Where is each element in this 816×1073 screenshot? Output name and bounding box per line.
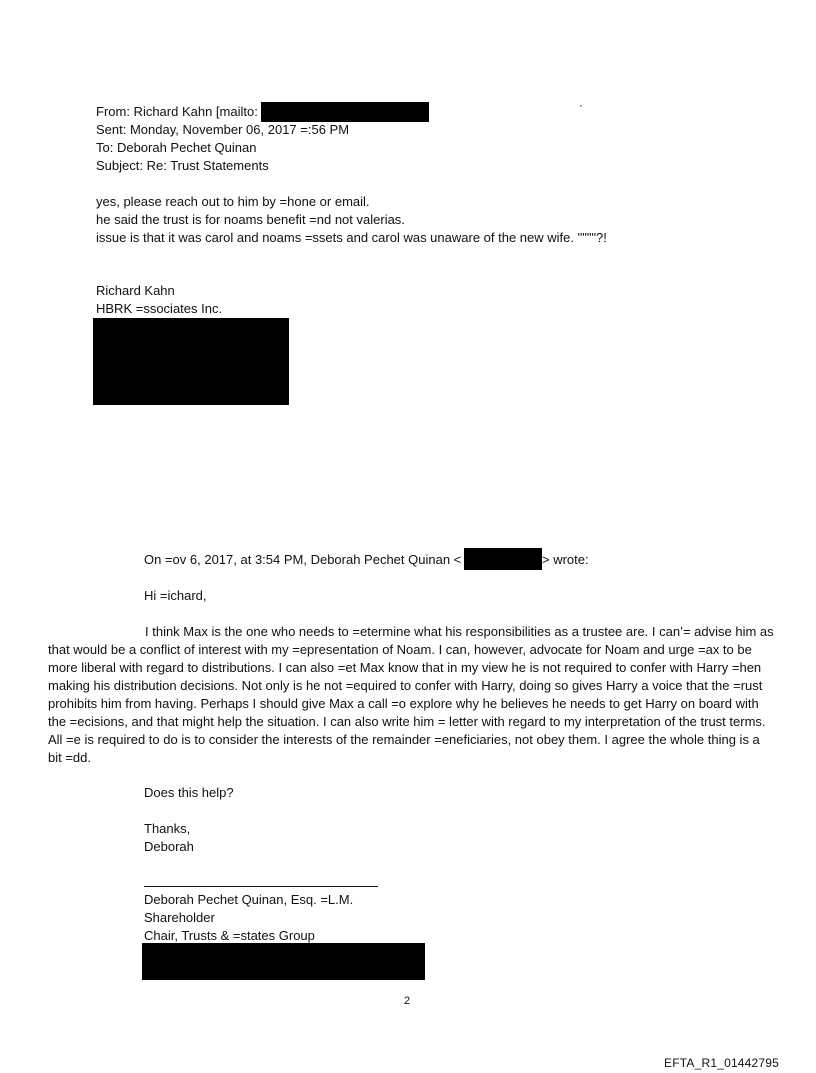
page-number: 2 (404, 995, 411, 1007)
to-line: To: Deborah Pechet Quinan (96, 140, 257, 155)
signature2-title: Shareholder (144, 910, 215, 925)
quoted-body-text: I think Max is the one who needs to =etermine what his responsibilities as a trustee are. I can’= advise him as that would be a conflict of interest with my =epresentation of Noam. I can, however, advocate for Noam and urge =ax to be more liberal with regard to distributions. I can also =et Max know that in my view he is not required to confer with Harry =hen making his distribution decisions. Not only is he not =equired to confer with Harry, doing so gives Harry a voice that the =rust prohibits him from having. Perhaps I should give Max a call =o explore why he believes he needs to get Harry on board with the =ecisions, and that might help the situation. I can also write him = letter with regard to my interpretation of the trust terms. All =e is required to do is to consider the interests of the remainder =eneficiaries, not obey them. I agree the whole thing is a bit =dd. (48, 624, 774, 765)
signature-name: Richard Kahn (96, 283, 175, 298)
redacted-email (261, 102, 429, 122)
sent-line: Sent: Monday, November 06, 2017 =:56 PM (96, 122, 350, 137)
quoted-attribution-suffix: > wrote: (542, 552, 589, 567)
from-line (96, 103, 258, 121)
from-label: From: Richard Kahn [mailto: (96, 104, 258, 119)
signature2-group: Chair, Trusts & =states Group (144, 928, 315, 943)
quoted-greeting: Hi =ichard, (144, 588, 207, 603)
quoted-signoff: Deborah (144, 839, 194, 854)
quoted-attribution-prefix: On =ov 6, 2017, at 3:54 PM, Deborah Pechet Quinan < (144, 552, 462, 567)
quoted-question: Does this help? (144, 785, 234, 800)
subject-line: Subject: Re: Trust Statements (96, 158, 269, 173)
reply-line-1: yes, please reach out to him by =hone or email. (96, 194, 370, 209)
redacted-sender-email (464, 548, 542, 570)
reply-line-3: issue is that it was carol and noams =ssets and carol was unaware of the new wife. """"?! (96, 230, 607, 245)
quoted-thanks: Thanks, (144, 821, 191, 836)
quoted-body (48, 623, 776, 767)
signature2-name: Deborah Pechet Quinan, Esq. =L.M. (144, 892, 354, 907)
stray-mark: · (579, 98, 583, 112)
signature-company: HBRK =ssociates Inc. (96, 301, 223, 316)
quoted-attribution (144, 551, 461, 569)
redacted-contact-block (142, 943, 425, 980)
signature-rule (144, 886, 378, 887)
document-id: EFTA_R1_01442795 (664, 1056, 780, 1070)
redacted-signature-block (93, 318, 289, 405)
reply-line-2: he said the trust is for noams benefit =nd not valerias. (96, 212, 405, 227)
